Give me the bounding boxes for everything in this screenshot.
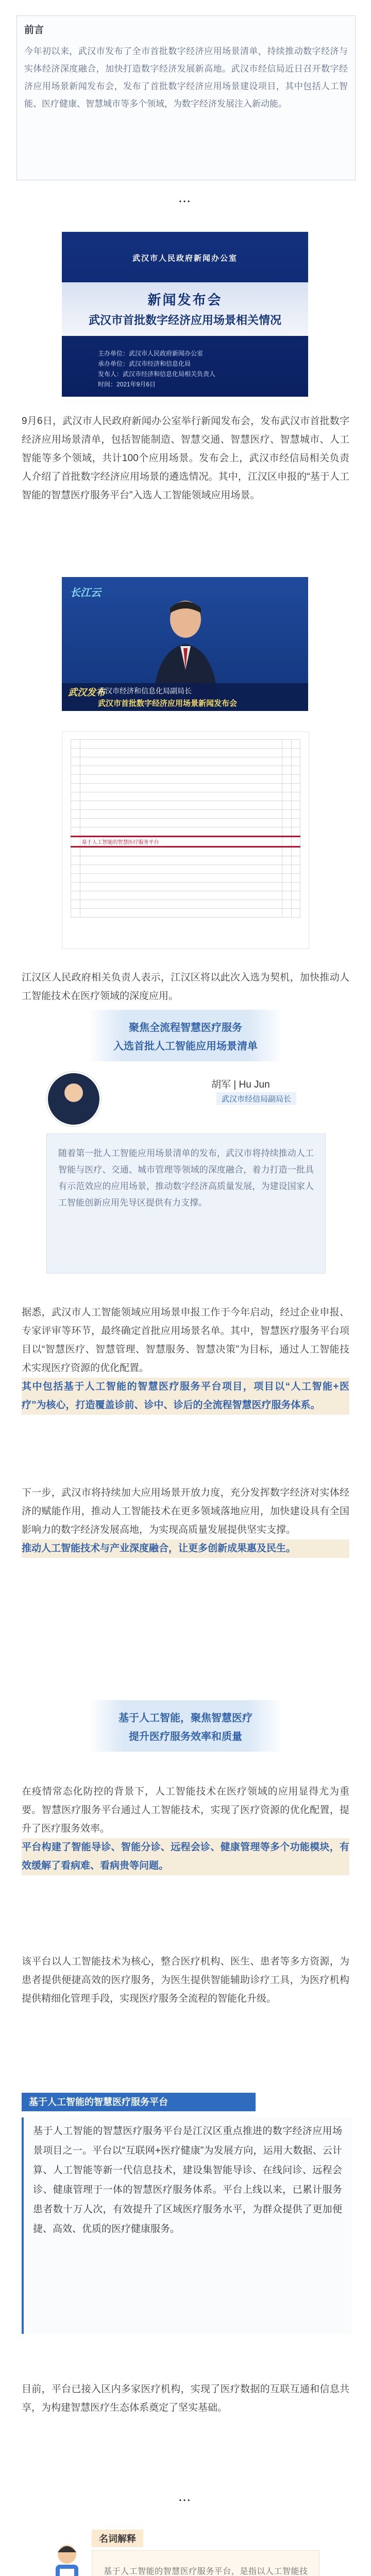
- caption-title: 武汉市经济和信息化局副局长: [98, 687, 192, 695]
- intro-box: [16, 15, 356, 180]
- table-row: [71, 775, 300, 784]
- paragraph-3-highlight: 其中包括基于人工智能的智慧医疗服务平台项目，项目以“人工智能+医疗”为核心，打造覆盖诊前、诊中、诊后的全流程智慧医疗服务体系。: [22, 1378, 349, 1415]
- broadcaster-logo: 长江云: [70, 587, 101, 599]
- press-info-line: 时间：2021年9月6日: [98, 381, 156, 388]
- press-conference-image: [62, 232, 308, 397]
- table-cell: [291, 775, 300, 784]
- glossary-card: [46, 2530, 325, 2576]
- table-cell: [71, 819, 80, 827]
- paragraph-5: 在疫情常态化防控的背景下，人工智能技术在医疗领域的应用显得尤为重要。智慧医疗服务平台通过人工智能技术，实现了医疗资源的优化配置，提升了医疗服务效率。: [22, 1786, 349, 1834]
- scenario-list-table-image: [62, 732, 309, 949]
- table-cell: [71, 757, 80, 766]
- table-cell: [71, 792, 80, 801]
- table-cell: [291, 909, 300, 918]
- table-cell: [71, 801, 80, 810]
- table-cell: [291, 847, 300, 856]
- table-cell: [282, 883, 292, 891]
- table-cell: [80, 819, 282, 827]
- paragraph-2: 江汉区人民政府相关负责人表示，江汉区将以此次入选为契机，加快推动人工智能技术在医疗领域的深度应用。: [22, 972, 349, 1002]
- table-row: [71, 909, 300, 918]
- caption-stamp: 武汉发布: [68, 687, 105, 698]
- table-cell: [71, 837, 80, 847]
- paragraph-4: 下一步，武汉市将持续加大应用场景开放力度，充分发挥数字经济对实体经济的赋能作用，推动人工智能技术在更多领域落地应用，加快建设具有全国影响力的数字经济发展高地，为实现高质量发展提供坚实支撑。: [22, 1487, 349, 1535]
- table-cell: [71, 856, 80, 865]
- glossary-box: [92, 2550, 319, 2576]
- reader-character-icon: [46, 2540, 88, 2576]
- table-cell: [291, 740, 300, 749]
- sub-section-text: 基于人工智能的智慧医疗服务平台是江汉区重点推进的数字经济应用场景项目之一。平台以“互联网+医疗健康”为发展方向，运用大数据、云计算、人工智能等新一代信息技术，建设集智能导诊、在线问诊、远程会诊、健康管理于一体的智慧医疗服务体系。平台上线以来，已累计服务患者数十万人次，有效提升了区域医疗服务水平，为群众提供了更加便捷、高效、优质的医疗健康服务。: [33, 2126, 342, 2234]
- section-ribbon-2: [88, 1700, 283, 1752]
- table-cell: [71, 900, 80, 909]
- ribbon-1-line-1: 聚焦全流程智慧医疗服务: [129, 1022, 242, 1033]
- interviewee-role: 武汉市经信局副局长: [216, 1092, 296, 1105]
- press-title: 新闻发布会: [147, 292, 223, 308]
- table-row: [71, 819, 300, 827]
- table-cell: [291, 874, 300, 883]
- table-cell: [282, 909, 292, 918]
- paragraph-6: 该平台以人工智能技术为核心，整合医疗机构、医生、患者等多方资源，为患者提供便捷高效的医疗服务，为医生提供智能辅助诊疗工具，为医疗机构提供精细化管理手段，实现医疗服务全流程的智能化升级。: [22, 1956, 349, 2004]
- table-cell: [282, 865, 292, 874]
- section-divider: •••: [179, 2497, 192, 2504]
- press-info-line: 承办单位：武汉市经济和信息化局: [98, 360, 191, 367]
- table-row: [71, 874, 300, 883]
- paragraph-4-block: [22, 1484, 349, 1558]
- table-cell: [282, 792, 292, 801]
- table-cell: [282, 819, 292, 827]
- table-cell: [282, 766, 292, 775]
- table-cell: [71, 827, 80, 837]
- table-cell: [282, 810, 292, 819]
- paragraph-5-block: [22, 1783, 349, 1875]
- table-cell: [80, 900, 282, 909]
- table-cell: [291, 784, 300, 792]
- speaker-video-still: [62, 577, 308, 711]
- table-cell: [291, 865, 300, 874]
- table-cell: [80, 801, 282, 810]
- table-cell: 基于人工智能的智慧医疗服务平台: [80, 837, 282, 847]
- table-cell: [71, 740, 80, 749]
- press-info: [98, 348, 273, 389]
- paragraph-1: 9月6日，武汉市人民政府新闻办公室举行新闻发布会，发布武汉市首批数字经济应用场景清单，包括智能制造、智慧交通、智慧医疗、智慧城市、人工智能等多个领域，共计100个应用场景。发布会上，武汉市经信局相关负责人介绍了首批数字经济应用场景的遴选情况。其中，江汉区申报的“基于人工智能的智慧医疗服务平台”入选人工智能领域应用场景。: [22, 416, 349, 501]
- table-cell: [291, 801, 300, 810]
- table-cell: [71, 775, 80, 784]
- table-cell: [80, 909, 282, 918]
- table-cell: [71, 847, 80, 856]
- table-cell: [291, 883, 300, 891]
- paragraph-4-highlight: 推动人工智能技术与产业深度融合，让更多创新成果惠及民生。: [22, 1539, 349, 1558]
- table-cell: [80, 775, 282, 784]
- table-row: [71, 856, 300, 865]
- table-cell: [80, 784, 282, 792]
- paragraph-3-block: [22, 1303, 349, 1415]
- table-cell: [291, 827, 300, 837]
- table-cell: [71, 865, 80, 874]
- table-cell: [80, 766, 282, 775]
- table-cell: [282, 874, 292, 883]
- table-cell: [80, 792, 282, 801]
- press-info-line: 主办单位：武汉市人民政府新闻办公室: [98, 350, 204, 357]
- table-cell: [71, 874, 80, 883]
- table-cell: [80, 865, 282, 874]
- table-cell: [291, 891, 300, 900]
- table-row: [71, 810, 300, 819]
- interviewee-name: 胡军 | Hu Jun: [211, 1079, 270, 1090]
- scenario-table: [71, 739, 300, 918]
- table-cell: [80, 874, 282, 883]
- table-cell: [282, 900, 292, 909]
- table-cell: [282, 749, 292, 757]
- table-row: [71, 847, 300, 856]
- table-row: [71, 827, 300, 837]
- glossary-text: 基于人工智能的智慧医疗服务平台，是指以人工智能技: [104, 2567, 308, 2576]
- table-cell: [282, 891, 292, 900]
- intro-label: 前言: [24, 25, 44, 36]
- press-info-line: 发布人：武汉市经济和信息化局相关负责人: [98, 370, 216, 378]
- table-row: [71, 757, 300, 766]
- table-cell: [80, 740, 282, 749]
- table-row: [71, 865, 300, 874]
- table-cell: [291, 757, 300, 766]
- table-cell: [80, 883, 282, 891]
- glossary-tag: 名词解释: [92, 2530, 143, 2547]
- table-row: [71, 792, 300, 801]
- interview-quote: 随着第一批人工智能应用场景清单的发布，武汉市将持续推动人工智能与医疗、交通、城市管理等领域的深度融合，着力打造一批具有示范效应的应用场景，推动数字经济高质量发展，为建设国家人工智能创新应用先导区提供有力支撑。: [58, 1148, 314, 1208]
- table-cell: [80, 847, 282, 856]
- table-cell: [80, 827, 282, 837]
- table-cell: [291, 856, 300, 865]
- paragraph-7: 目前，平台已接入区内多家医疗机构，实现了医疗数据的互联互通和信息共享，为构建智慧医疗生态体系奠定了坚实基础。: [22, 2384, 349, 2413]
- table-cell: [282, 827, 292, 837]
- table-cell: [80, 891, 282, 900]
- table-row: [71, 766, 300, 775]
- table-cell: [282, 856, 292, 865]
- table-cell: [291, 766, 300, 775]
- table-row: [71, 749, 300, 757]
- table-row: [71, 801, 300, 810]
- table-cell: [80, 749, 282, 757]
- intro-text: 今年初以来，武汉市发布了全市首批数字经济应用场景清单，持续推动数字经济与实体经济深度融合，加快打造数字经济发展新高地。武汉市经信局近日召开数字经济应用场景新闻发布会，发布了首批数字经济应用场景建设项目，其中包括人工智能、医疗健康、智慧城市等多个领域，为数字经济发展注入新动能。: [24, 46, 348, 109]
- ribbon-1-line-2: 入选首批人工智能应用场景清单: [113, 1041, 258, 1052]
- avatar: [46, 1072, 101, 1126]
- table-cell: [71, 909, 80, 918]
- table-cell: [282, 801, 292, 810]
- table-cell: [291, 837, 300, 847]
- table-cell: [71, 883, 80, 891]
- ribbon-2-line-1: 基于人工智能，聚焦智慧医疗: [119, 1713, 252, 1724]
- table-cell: [291, 810, 300, 819]
- section-ribbon-1: [88, 1010, 283, 1061]
- table-cell: [71, 766, 80, 775]
- sub-section-header: 基于人工智能的智慧医疗服务平台: [22, 2093, 256, 2111]
- table-row: [71, 883, 300, 891]
- table-row: [71, 740, 300, 749]
- interview-card: [46, 1072, 325, 1278]
- table-cell: [282, 784, 292, 792]
- table-cell: [282, 837, 292, 847]
- table-row: [71, 784, 300, 792]
- table-cell: [80, 757, 282, 766]
- table-cell: [291, 749, 300, 757]
- press-emblem-text: 武汉市人民政府新闻办公室: [132, 254, 238, 263]
- table-cell: [80, 856, 282, 865]
- paragraph-5-highlight: 平台构建了智能导诊、智能分诊、远程会诊、健康管理等多个功能模块，有效缓解了看病难、看病贵等问题。: [22, 1838, 349, 1875]
- table-cell: [291, 900, 300, 909]
- press-subtitle: 武汉市首批数字经济应用场景相关情况: [88, 314, 281, 327]
- table-cell: [71, 810, 80, 819]
- table-cell: [282, 847, 292, 856]
- table-row: [71, 900, 300, 909]
- table-cell: [80, 810, 282, 819]
- paragraph-3: 据悉，武汉市人工智能领域应用场景申报工作于今年启动，经过企业申报、专家评审等环节，最终确定首批应用场景名单。其中，智慧医疗服务平台项目以“智慧医疗、智慧管理、智慧服务、智慧决策”为目标，通过人工智能技术实现医疗资源的优化配置。: [22, 1307, 349, 1374]
- sub-section-box: [22, 2117, 351, 2334]
- table-cell: [291, 792, 300, 801]
- table-cell: [71, 784, 80, 792]
- table-cell: [282, 775, 292, 784]
- table-row: [71, 837, 300, 847]
- table-row: [71, 891, 300, 900]
- table-cell: [282, 757, 292, 766]
- table-cell: [71, 891, 80, 900]
- interview-quote-box: [46, 1133, 326, 1274]
- table-cell: [291, 819, 300, 827]
- ribbon-2-line-2: 提升医疗服务效率和质量: [129, 1731, 242, 1742]
- caption-name: 武汉市首批数字经济应用场景新闻发布会: [98, 699, 238, 708]
- table-cell: [71, 749, 80, 757]
- section-divider: •••: [179, 198, 192, 205]
- table-cell: [282, 740, 292, 749]
